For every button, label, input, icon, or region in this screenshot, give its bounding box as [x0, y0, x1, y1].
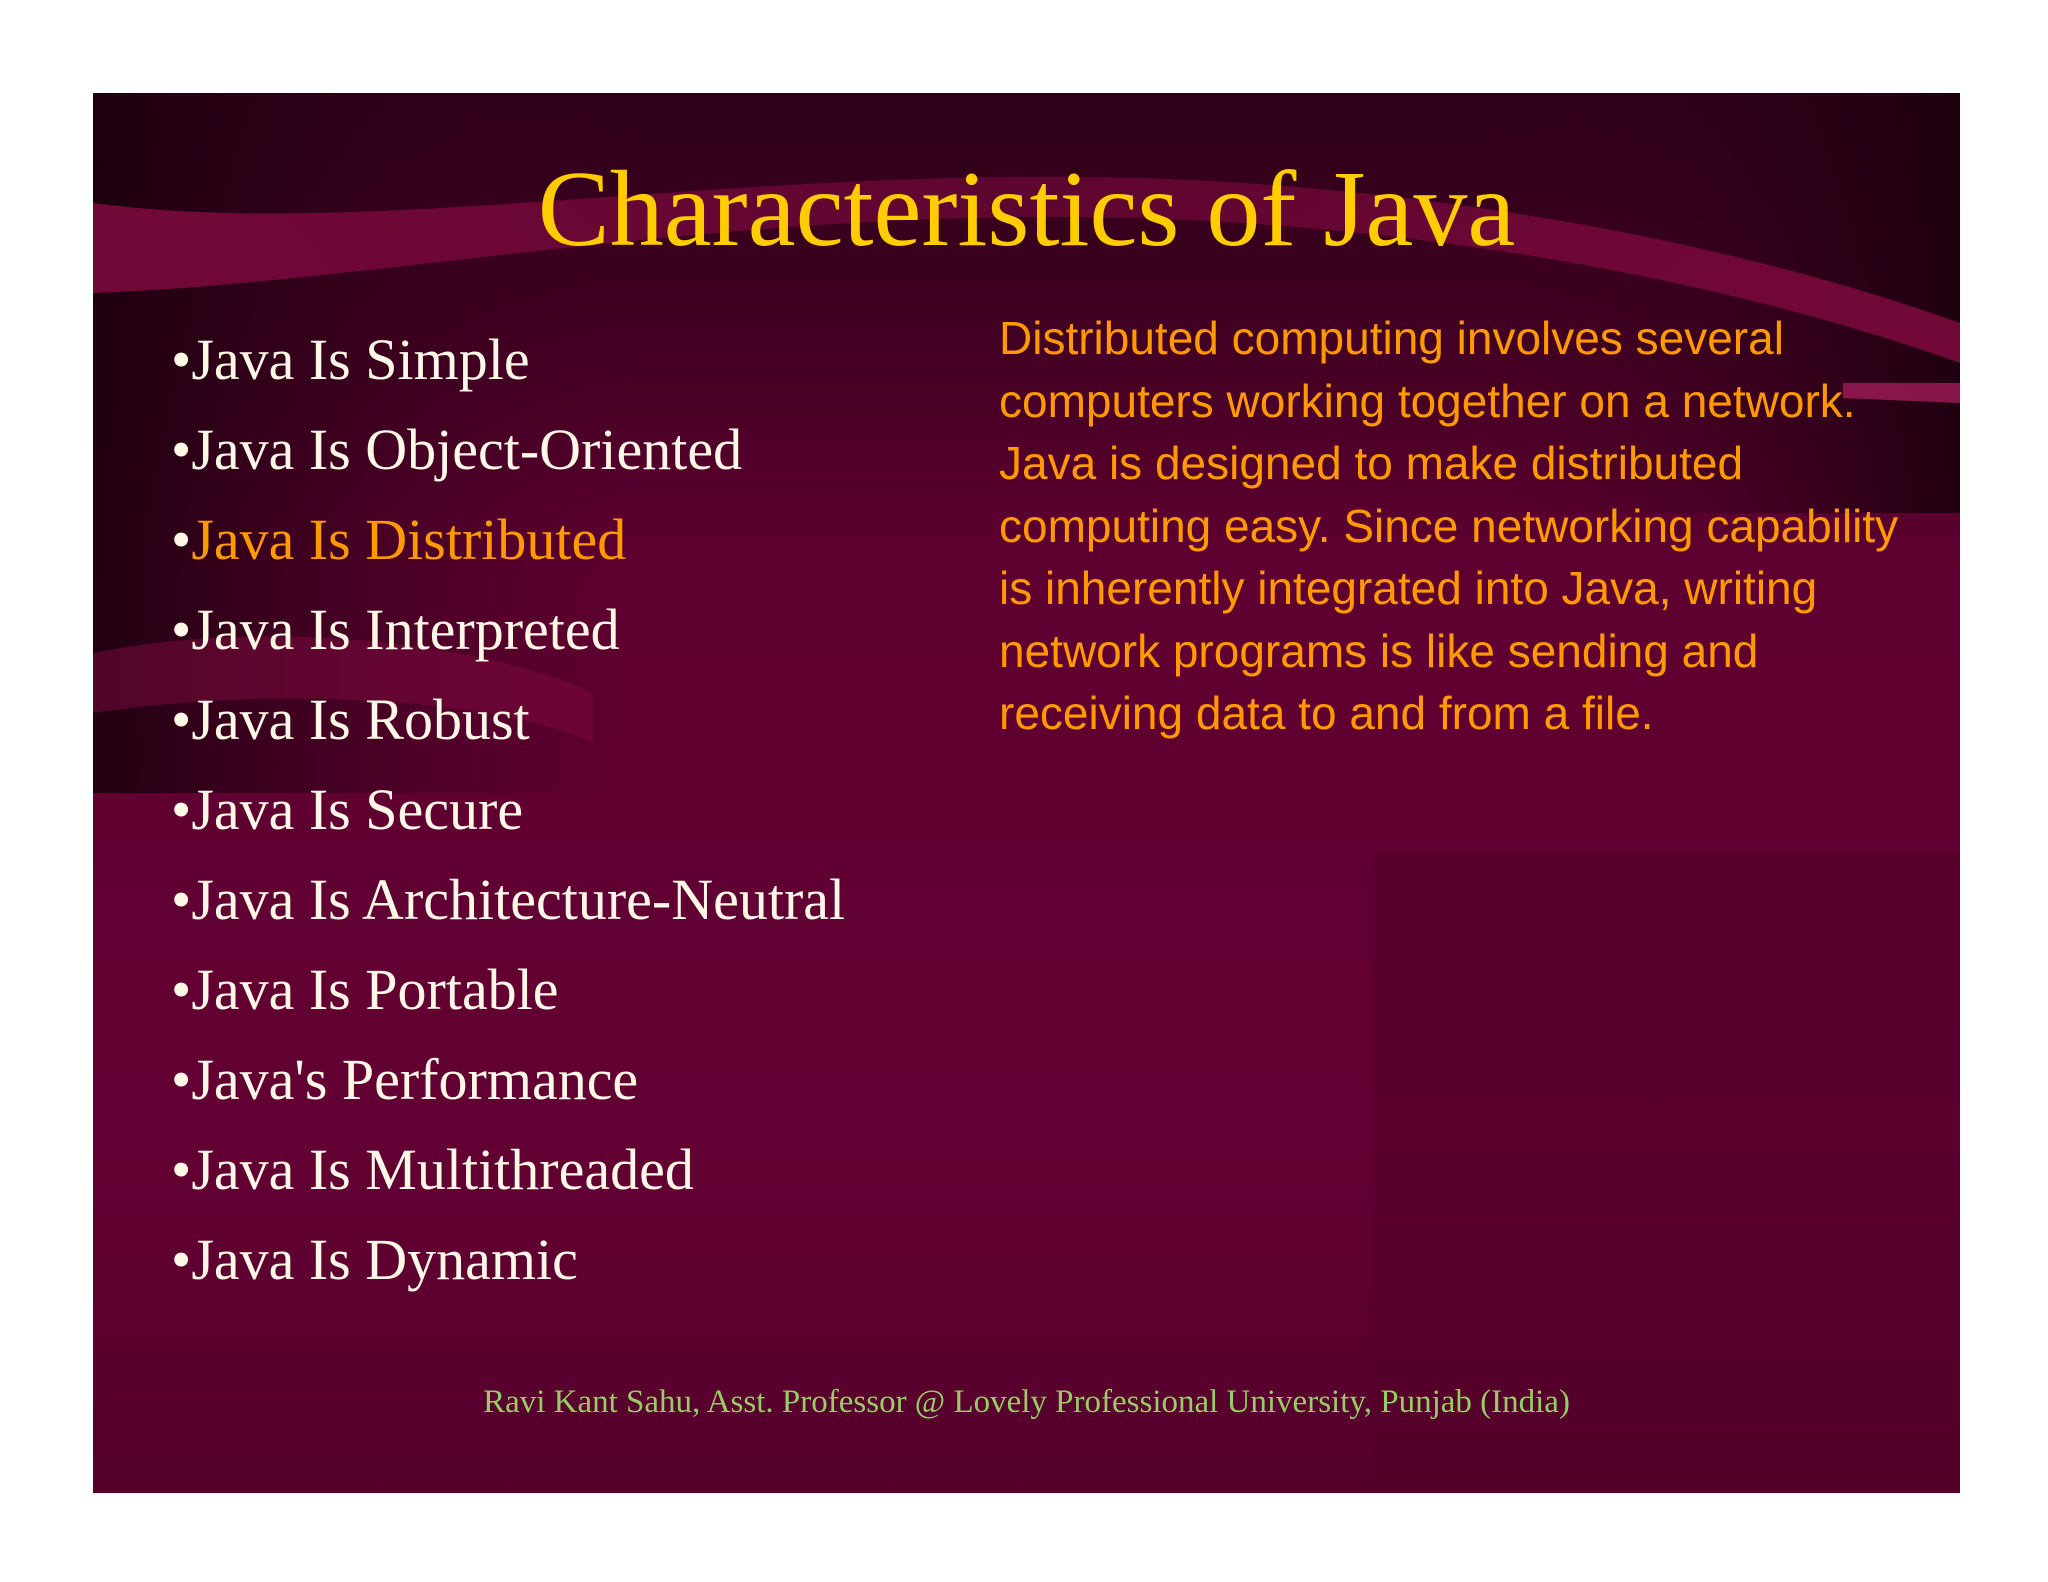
bullet-icon: •	[171, 417, 192, 482]
feature-list-item	[171, 315, 845, 405]
feature-list-item	[171, 855, 845, 945]
feature-label: Java Is Simple	[191, 327, 530, 392]
feature-list	[171, 315, 845, 1305]
feature-label: Java Is Secure	[191, 777, 524, 842]
slide	[93, 93, 1960, 1493]
bullet-icon: •	[171, 1227, 192, 1292]
bullet-icon: •	[171, 1137, 192, 1202]
feature-list-item	[171, 945, 845, 1035]
feature-list-item	[171, 1125, 845, 1215]
distributed-description: Distributed computing involves several computers working together on a network. Java is designed to make distributed computing easy. Since networking capability is inherently integrated into Java, writing network programs is like sending and receiving data to and from a file.	[999, 312, 1899, 739]
feature-label: Java Is Architecture-Neutral	[191, 867, 846, 932]
feature-list-item	[171, 405, 845, 495]
feature-list-item	[171, 675, 845, 765]
bullet-icon: •	[171, 597, 192, 662]
bullet-icon: •	[171, 327, 192, 392]
feature-label: Java Is Object-Oriented	[191, 417, 743, 482]
feature-list-item	[171, 1035, 845, 1125]
feature-label: Java Is Robust	[191, 687, 530, 752]
feature-list-item	[171, 1215, 845, 1305]
feature-label: Java's Performance	[191, 1047, 639, 1112]
feature-list-item	[171, 765, 845, 855]
feature-label: Java Is Interpreted	[191, 597, 620, 662]
slide-footer: Ravi Kant Sahu, Asst. Professor @ Lovely Professional University, Punjab (India)	[483, 1384, 1570, 1420]
feature-label: Java Is Portable	[191, 957, 559, 1022]
bullet-icon: •	[171, 687, 192, 752]
feature-label: Java Is Multithreaded	[191, 1137, 694, 1202]
bullet-icon: •	[171, 1047, 192, 1112]
bullet-icon: •	[171, 507, 192, 572]
feature-list-item	[171, 585, 845, 675]
feature-label: Java Is Distributed	[191, 507, 627, 572]
bullet-icon: •	[171, 957, 192, 1022]
bullet-icon: •	[171, 777, 192, 842]
feature-list-item	[171, 495, 845, 585]
feature-label: Java Is Dynamic	[191, 1227, 578, 1292]
slide-title: Characteristics of Java	[537, 150, 1516, 269]
bullet-icon: •	[171, 867, 192, 932]
